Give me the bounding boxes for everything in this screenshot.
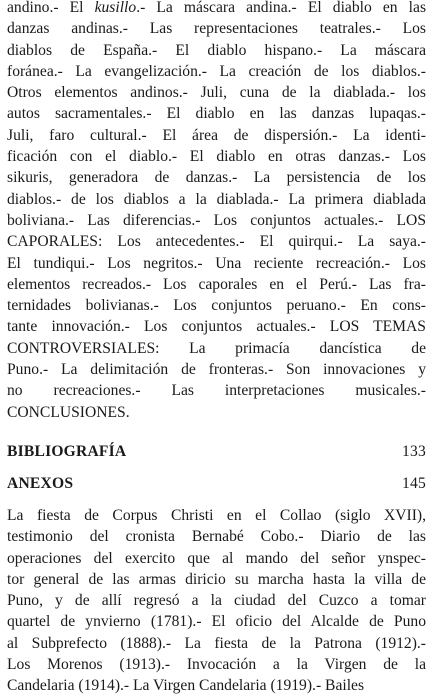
text-line: tante innovación.- Los conjuntos actuales.- LOS TEMAS bbox=[7, 318, 426, 336]
text-line: El tundiqui.- Los negritos.- Una reciente recreación.- Los bbox=[7, 254, 426, 272]
text-line: ficación con el diablo.- El diablo en otras danzas.- Los bbox=[7, 148, 426, 166]
text-line: quartel de ynvierno (1781).- El oficio del Alcalde de Puno bbox=[7, 613, 426, 631]
italic-term: kusillo bbox=[94, 0, 137, 16]
text-line: CONTROVERSIALES: La primacía dancística de bbox=[7, 339, 426, 357]
section-bibliografia bbox=[7, 443, 426, 461]
section-title-anexos: ANEXOS bbox=[7, 474, 74, 492]
text-line: La fiesta de Corpus Christi en el Collao (siglo XVII), bbox=[7, 506, 426, 524]
text-line: Candelaria (1914).- La Virgen Candelaria (1919).- Bailes bbox=[7, 677, 365, 695]
text-line: CAPORALES: Los antecedentes.- El quirqui.- La saya.- bbox=[7, 233, 426, 251]
contents-paragraph-2 bbox=[7, 505, 426, 697]
text-line: Otros elementos andinos.- Juli, cuna de la diablada.- los bbox=[7, 84, 426, 102]
text-line: Juli, faro cultural.- El área de dispersión.- La identi- bbox=[7, 126, 426, 144]
text-line: foránea.- La evangelización.- La creación de los diablos.- bbox=[7, 62, 426, 80]
text-line: diablos.- de los diablos a la diablada.- La primera diablada bbox=[7, 190, 426, 208]
text-line: testimonio del cronista Bernabé Cobo.- Diario de las bbox=[7, 528, 426, 546]
text-line: ternidades bolivianas.- Los conjuntos peruano.- En cons- bbox=[7, 297, 426, 315]
text-line: danzas andinas.- Las representaciones teatrales.- Los bbox=[7, 20, 426, 38]
section-anexos bbox=[7, 475, 426, 493]
text-line: no recreaciones.- Las interpretaciones musicales.- bbox=[7, 382, 426, 400]
text-line: Puno.- La delimitación de fronteras.- Son innovaciones y bbox=[7, 361, 426, 379]
text-line: autos sacramentales.- El diablo en las danzas lupaqas.- bbox=[7, 105, 426, 123]
contents-paragraph-1 bbox=[7, 0, 426, 423]
text-line: sikuris, generadora de danzas.- La persistencia de los bbox=[7, 169, 426, 187]
text-line: boliviana.- Las diferencias.- Los conjuntos actuales.- LOS bbox=[7, 211, 426, 229]
text-line: tor general de las armas diricio su marcha hasta la villa de bbox=[7, 570, 426, 588]
section-title-bibliografia: BIBLIOGRAFÍA bbox=[7, 442, 127, 460]
page-number-bibliografia: 133 bbox=[402, 442, 426, 460]
text-line: Los Morenos (1913).- Invocación a la Virgen de la bbox=[7, 656, 426, 674]
page-number-anexos: 145 bbox=[402, 474, 426, 492]
text-line: al Subprefecto (1888).- La fiesta de la Patrona (1912).- bbox=[7, 634, 426, 652]
text-line: andino.- El kusillo.- La máscara andina.- El diablo en las bbox=[7, 0, 427, 16]
text-line: CONCLUSIONES. bbox=[7, 403, 130, 421]
text-line: elementos recreados.- Los caporales en el Perú.- Las fra- bbox=[7, 275, 426, 293]
text-line: operaciones del exercito que al mando del señor ynspec- bbox=[7, 549, 426, 567]
text-line: diablos de España.- El diablo hispano.- La máscara bbox=[7, 41, 426, 59]
document-page bbox=[7, 0, 426, 697]
text-line: Puno, y de allí regresó a la ciudad del Cuzco a tomar bbox=[7, 592, 426, 610]
